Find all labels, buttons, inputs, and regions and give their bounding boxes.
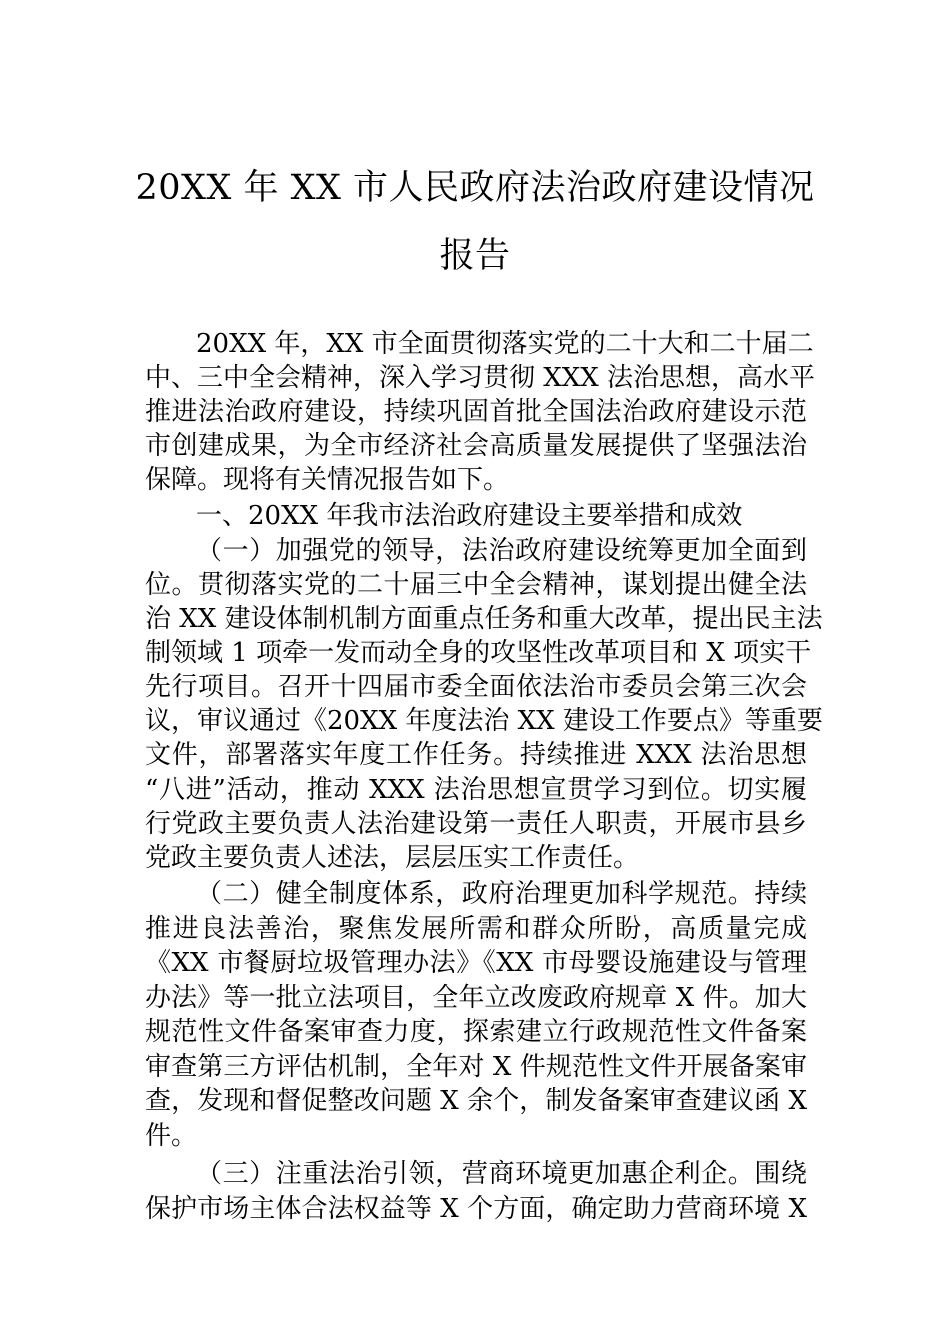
- section-heading: 一、20XX 年我市法治政府建设主要举措和成效: [196, 501, 743, 531]
- paragraph-line: 《XX 市餐厨垃圾管理办法》《XX 市母婴设施建设与管理: [145, 948, 807, 978]
- paragraph-line: 件。: [145, 1121, 198, 1151]
- paragraph-line: “八进”活动，推动 XXX 法治思想宣贯学习到位。切实履: [145, 775, 807, 805]
- paragraph-line: 议，审议通过《20XX 年度法治 XX 建设工作要点》等重要: [145, 706, 823, 736]
- paragraph-line: 查，发现和督促整改问题 X 余个，制发备案审查建议函 X: [145, 1086, 807, 1116]
- paragraph-line: 行党政主要负责人法治建设第一责任人职责，开展市县乡: [145, 809, 807, 839]
- document-title-line-2: 报告: [439, 236, 511, 276]
- paragraph-line: 推进法治政府建设，持续巩固首批全国法治政府建设示范: [145, 397, 807, 427]
- paragraph-line: 20XX 年，XX 市全面贯彻落实党的二十大和二十届二: [196, 329, 814, 359]
- paragraph-line: 制领域 1 项牵一发而动全身的攻坚性改革项目和 X 项实干: [145, 638, 812, 668]
- paragraph-line: 治 XX 建设体制机制方面重点任务和重大改革，提出民主法: [145, 604, 823, 634]
- paragraph-line: 保障。现将有关情况报告如下。: [145, 465, 510, 495]
- paragraph-line: 文件，部署落实年度工作任务。持续推进 XXX 法治思想: [145, 740, 807, 770]
- paragraph-line: （一）加强党的领导，法治政府建设统筹更加全面到: [196, 536, 807, 566]
- document-title-line-1: 20XX 年 XX 市人民政府法治政府建设情况: [135, 168, 815, 208]
- paragraph-line: 保护市场主体合法权益等 X 个方面，确定助力营商环境 X: [145, 1194, 807, 1224]
- paragraph-line: 规范性文件备案审查力度，探索建立行政规范性文件备案: [145, 1017, 807, 1047]
- paragraph-line: 先行项目。召开十四届市委全面依法治市委员会第三次会: [145, 672, 807, 702]
- paragraph-line: 办法》等一批立法项目，全年立改废政府规章 X 件。加大: [145, 983, 807, 1013]
- paragraph-line: （二）健全制度体系，政府治理更加科学规范。持续: [196, 879, 807, 909]
- paragraph-line: 中、三中全会精神，深入学习贯彻 XXX 法治思想，高水平: [145, 363, 816, 393]
- paragraph-line: 审查第三方评估机制，全年对 X 件规范性文件开展备案审: [145, 1052, 807, 1082]
- paragraph-line: 推进良法善治，聚焦发展所需和群众所盼，高质量完成: [145, 914, 807, 944]
- paragraph-line: 党政主要负责人述法，层层压实工作责任。: [145, 843, 640, 873]
- paragraph-line: （三）注重法治引领，营商环境更加惠企利企。围绕: [196, 1159, 807, 1189]
- paragraph-line: 市创建成果，为全市经济社会高质量发展提供了坚强法治: [145, 431, 807, 461]
- paragraph-line: 位。贯彻落实党的二十届三中全会精神，谋划提出健全法: [145, 570, 807, 600]
